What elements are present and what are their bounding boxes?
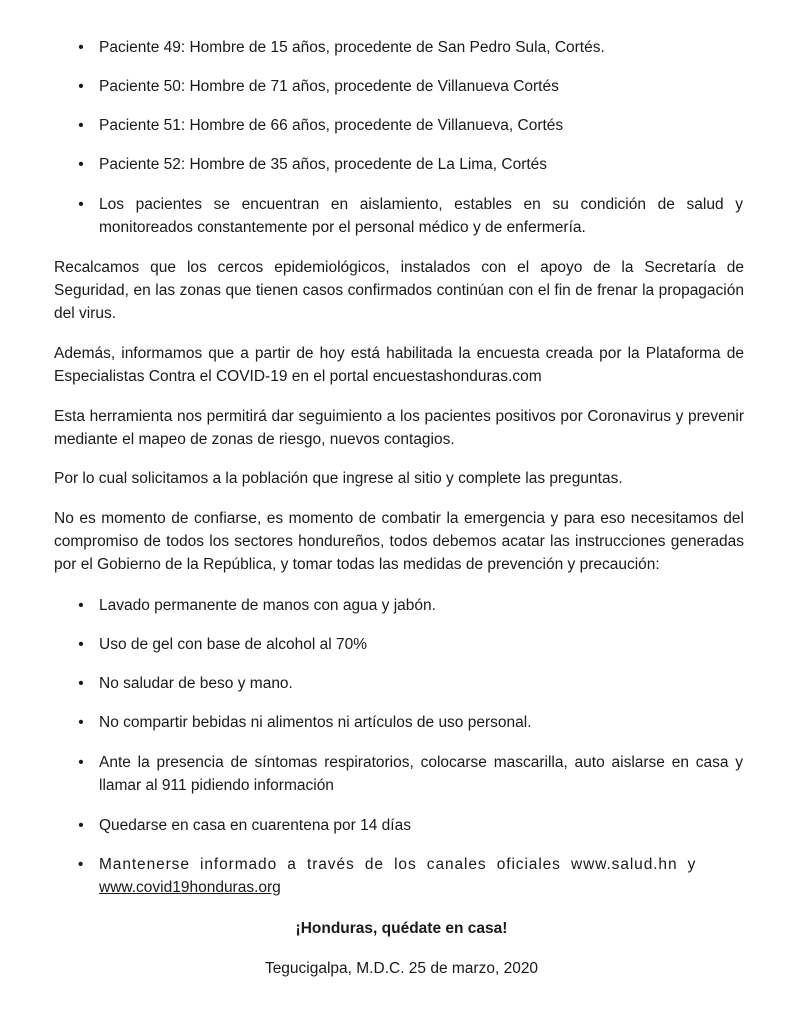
measure-text: Quedarse en casa en cuarentena por 14 días <box>99 817 411 834</box>
measure-text: Lavado permanente de manos con agua y jabón. <box>99 597 436 614</box>
bullet-icon: • <box>78 196 84 213</box>
bullet-icon: • <box>78 754 84 771</box>
measure-text: Mantenerse informado a través de los canales oficiales www.salud.hn y <box>99 856 697 873</box>
paragraph-cercos: Recalcamos que los cercos epidemiológicos, instalados con el apoyo de la Secretaría de Seguridad, en las zonas que tienen casos confirmados continúan con el fin de frenar la propagación del virus. <box>54 259 744 322</box>
list-item <box>78 153 743 176</box>
measure-text: No saludar de beso y mano. <box>99 675 293 692</box>
paragraph-solicitud: Por lo cual solicitamos a la población que ingrese al sitio y complete las preguntas. <box>54 470 623 487</box>
list-item <box>78 633 743 656</box>
patient-text: Paciente 51: Hombre de 66 años, procedente de Villanueva, Cortés <box>99 117 564 134</box>
list-item <box>78 672 743 695</box>
bullet-icon: • <box>78 817 84 834</box>
bullet-icon: • <box>78 156 84 173</box>
patient-text: Paciente 52: Hombre de 35 años, procedente de La Lima, Cortés <box>99 156 548 173</box>
list-item <box>78 814 743 837</box>
paragraph-medidas-intro: No es momento de confiarse, es momento de combatir la emergencia y para eso necesitamos del compromiso de todos los sectores hondureños, todos debemos acatar las instrucciones generadas por el Gobierno de la República, y tomar todas las medidas de prevención y precaución: <box>54 510 744 573</box>
measure-text: No compartir bebidas ni alimentos ni artículos de uso personal. <box>99 714 532 731</box>
bullet-icon: • <box>78 714 84 731</box>
bullet-icon: • <box>78 675 84 692</box>
list-item <box>77 853 743 899</box>
covid19honduras-link[interactable]: www.covid19honduras.org <box>99 879 281 896</box>
patient-status-text: Los pacientes se encuentran en aislamiento, estables en su condición de salud y monitoreados constantemente por el personal médico y de enfermería. <box>99 196 743 236</box>
bullet-icon: • <box>78 597 84 614</box>
dateline: Tegucigalpa, M.D.C. 25 de marzo, 2020 <box>264 960 539 977</box>
list-item <box>78 114 743 137</box>
bullet-icon: • <box>77 856 85 873</box>
paragraph-encuesta: Además, informamos que a partir de hoy está habilitada la encuesta creada por la Plataforma de Especialistas Contra el COVID-19 en el portal encuestashonduras.com <box>54 345 744 385</box>
measure-text: Uso de gel con base de alcohol al 70% <box>99 636 367 653</box>
list-item <box>78 36 743 59</box>
measure-text: Ante la presencia de síntomas respiratorios, colocarse mascarilla, auto aislarse en casa y llamar al 911 pidiendo información <box>99 754 743 794</box>
bullet-icon: • <box>78 636 84 653</box>
list-item <box>78 75 743 98</box>
patient-text: Paciente 49: Hombre de 15 años, procedente de San Pedro Sula, Cortés. <box>99 39 605 56</box>
list-item <box>78 711 743 734</box>
patient-text: Paciente 50: Hombre de 71 años, procedente de Villanueva Cortés <box>99 78 559 95</box>
bullet-icon: • <box>78 78 84 95</box>
bullet-icon: • <box>78 39 84 56</box>
slogan: ¡Honduras, quédate en casa! <box>295 920 508 937</box>
list-item <box>78 751 743 797</box>
bullet-icon: • <box>78 117 84 134</box>
paragraph-herramienta: Esta herramienta nos permitirá dar seguimiento a los pacientes positivos por Coronavirus y prevenir mediante el mapeo de zonas de riesgo, nuevos contagios. <box>54 408 744 448</box>
list-item <box>78 193 743 239</box>
list-item <box>78 594 743 617</box>
